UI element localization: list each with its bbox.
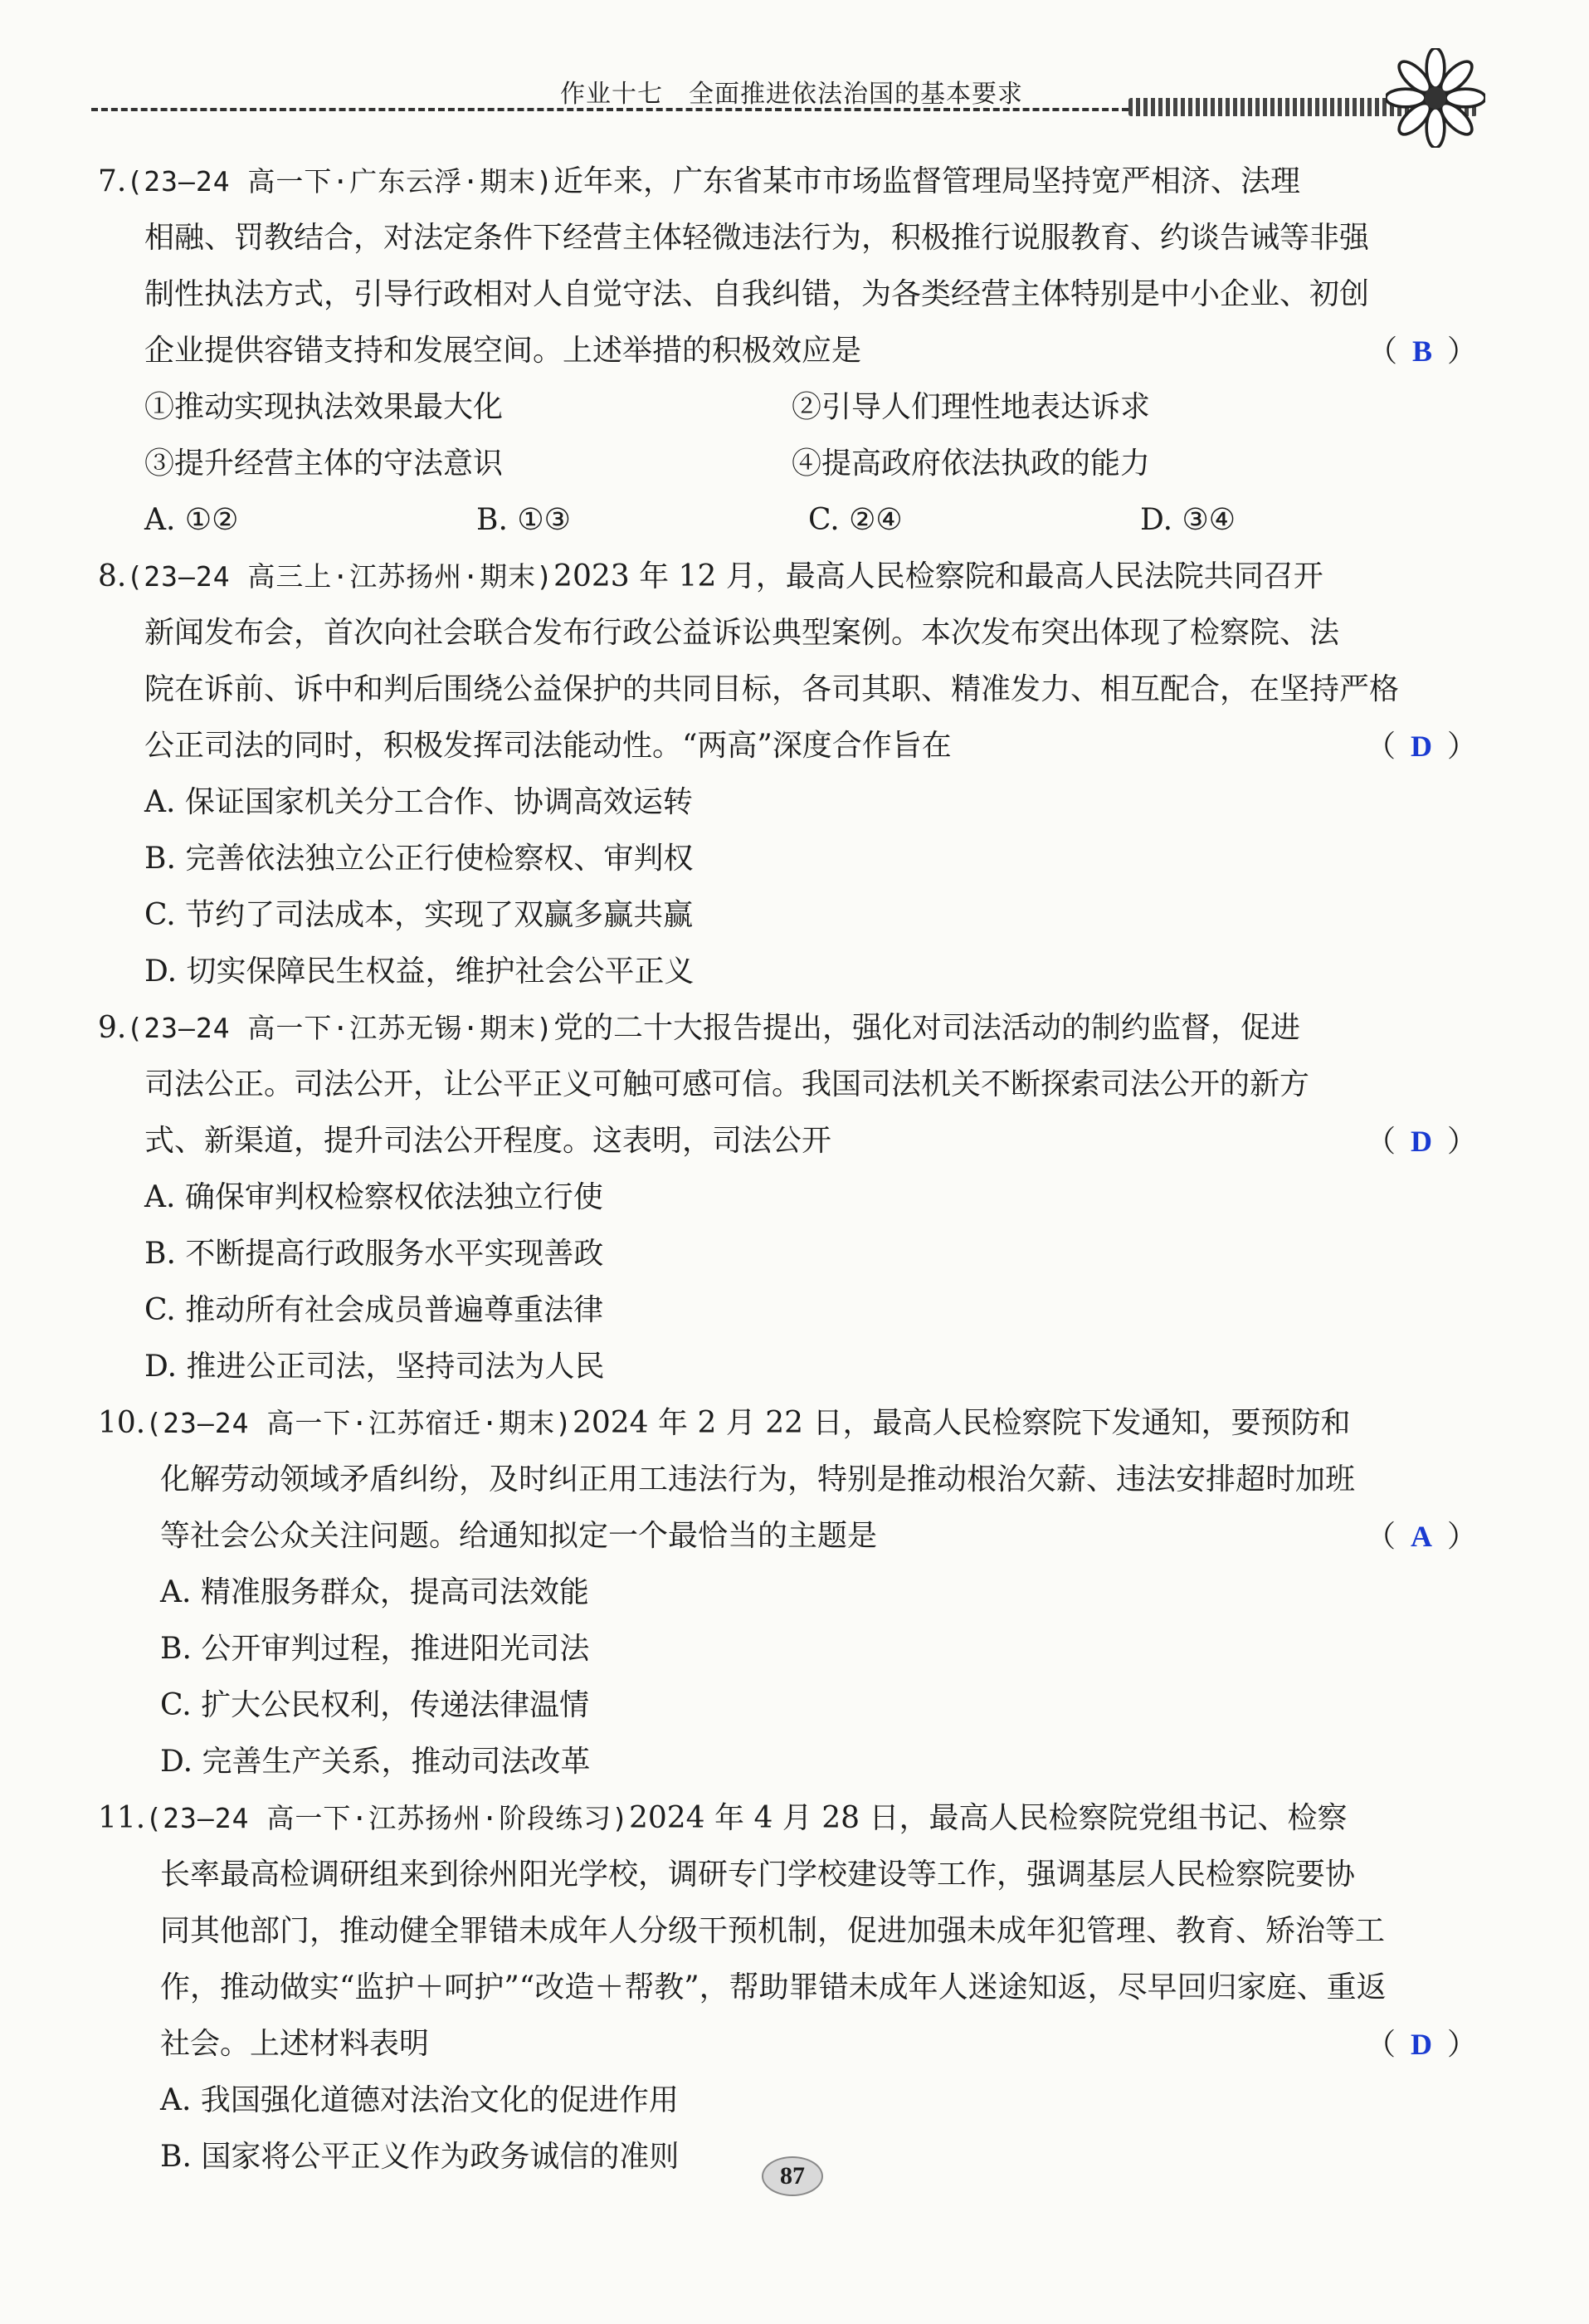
option-c: C. 推动所有社会成员普遍尊重法律 bbox=[144, 1293, 604, 1327]
option-d: D. 完善生产关系，推动司法改革 bbox=[160, 1745, 591, 1779]
answer-bracket: （ D ） bbox=[1365, 2028, 1477, 2062]
option-b: B. ①③ bbox=[476, 503, 571, 537]
question-number: 9. bbox=[98, 1011, 127, 1045]
question-number: 7. bbox=[98, 164, 127, 198]
statement-row bbox=[98, 379, 1477, 436]
answer-bracket: （ B ） bbox=[1367, 334, 1477, 369]
option-b: B. 不断提高行政服务水平实现善政 bbox=[144, 1237, 604, 1271]
question-stem-line bbox=[98, 1000, 1477, 1057]
question-text: 等社会公众关注问题。给通知拟定一个最恰当的主题是 bbox=[160, 1519, 878, 1553]
question-stem-line: 制性执法方式，引导行政相对人自觉守法、自我纠错，为各类经营主体特别是中小企业、初创 bbox=[144, 277, 1370, 311]
question-stem-line: 化解劳动领域矛盾纠纷，及时纠正用工违法行为，特别是推动根治欠薪、违法安排超时加班 bbox=[160, 1462, 1356, 1496]
question-number: 10. bbox=[98, 1406, 146, 1440]
statement-row bbox=[98, 436, 1477, 492]
question-text: 社会。上述材料表明 bbox=[160, 2027, 430, 2061]
question-text: 2024 年 4 月 28 日，最高人民检察院党组书记、检察 bbox=[628, 1801, 1348, 1835]
question-stem-line bbox=[98, 1395, 1477, 1452]
question-stem-line: 相融、罚教结合，对法定条件下经营主体轻微违法行为，积极推行说服教育、约谈告诫等非强 bbox=[144, 221, 1370, 255]
option-c: C. ②④ bbox=[808, 503, 903, 537]
question-stem-line bbox=[98, 154, 1477, 210]
question-stem-line: 长率最高检调研组来到徐州阳光学校，调研专门学校建设等工作，强调基层人民检察院要协 bbox=[160, 1858, 1356, 1892]
question-11 bbox=[98, 1790, 1477, 2185]
question-source: (23—24 高一下·江苏无锡·期末) bbox=[126, 1012, 554, 1044]
question-source: (23—24 高一下·江苏扬州·阶段练习) bbox=[145, 1802, 629, 1834]
question-stem-line: 新闻发布会，首次向社会联合发布行政公益诉讼典型案例。本次发布突出体现了检察院、法 bbox=[144, 616, 1340, 650]
question-9 bbox=[98, 1000, 1477, 1395]
option-b: B. 国家将公平正义作为政务诚信的准则 bbox=[160, 2140, 680, 2174]
question-7 bbox=[98, 154, 1477, 549]
question-source: (23—24 高一下·江苏宿迁·期末) bbox=[145, 1407, 573, 1439]
answer-letter: D bbox=[1410, 1125, 1432, 1158]
question-stem-line: 作，推动做实“监护＋呵护”“改造＋帮教”，帮助罪错未成年人迷途知返，尽早回归家庭、重返 bbox=[160, 1970, 1387, 2004]
option-b: B. 完善依法独立公正行使检察权、审判权 bbox=[144, 842, 694, 876]
option-a: A. 确保审判权检察权依法独立行使 bbox=[144, 1180, 603, 1214]
answer-bracket: （ D ） bbox=[1365, 730, 1477, 764]
question-number: 8. bbox=[98, 559, 127, 593]
question-source: (23—24 高三上·江苏扬州·期末) bbox=[126, 560, 554, 593]
statement-2: ②引导人们理性地表达诉求 bbox=[792, 390, 1151, 424]
question-text: 2024 年 2 月 22 日，最高人民检察院下发通知，要预防和 bbox=[572, 1406, 1351, 1440]
question-10 bbox=[98, 1395, 1477, 1790]
question-stem-line bbox=[98, 1508, 1477, 1565]
question-text: 2023 年 12 月，最高人民检察院和最高人民法院共同召开 bbox=[553, 559, 1323, 593]
option-c: C. 扩大公民权利，传递法律温情 bbox=[160, 1688, 590, 1722]
statement-3: ③提升经营主体的守法意识 bbox=[144, 447, 504, 481]
option-d: D. ③④ bbox=[1140, 503, 1236, 537]
question-text: 企业提供容错支持和发展空间。上述举措的积极效应是 bbox=[144, 334, 862, 368]
question-list bbox=[98, 154, 1477, 2185]
question-stem-line bbox=[98, 549, 1477, 605]
answer-letter: A bbox=[1410, 1520, 1432, 1553]
question-text: 式、新渠道，提升司法公开程度。这表明，司法公开 bbox=[144, 1124, 832, 1158]
page-number: 87 bbox=[762, 2156, 823, 2196]
option-a: A. 保证国家机关分工合作、协调高效运转 bbox=[144, 785, 693, 819]
answer-bracket: （ A ） bbox=[1365, 1520, 1477, 1554]
option-c: C. 节约了司法成本，实现了双赢多赢共赢 bbox=[144, 898, 694, 932]
header-title: 作业十七 全面推进依法治国的基本要求 bbox=[560, 80, 1023, 109]
option-a: A. ①② bbox=[144, 503, 239, 537]
answer-letter: B bbox=[1411, 334, 1432, 368]
answer-bracket: （ D ） bbox=[1365, 1125, 1477, 1159]
answer-letter: D bbox=[1410, 730, 1432, 763]
question-8 bbox=[98, 549, 1477, 1000]
option-b: B. 公开审判过程，推进阳光司法 bbox=[160, 1632, 590, 1666]
statement-4: ④提高政府依法执政的能力 bbox=[792, 447, 1151, 481]
flower-icon bbox=[1386, 48, 1485, 148]
option-d: D. 推进公正司法，坚持司法为人民 bbox=[144, 1350, 605, 1384]
question-stem-line: 院在诉前、诉中和判后围绕公益保护的共同目标，各司其职、精准发力、相互配合，在坚持严格 bbox=[144, 672, 1400, 706]
header-dashed-line bbox=[91, 108, 1128, 111]
question-stem-line bbox=[98, 2016, 1477, 2073]
answer-letter: D bbox=[1410, 2028, 1432, 2061]
question-text: 近年来，广东省某市市场监督管理局坚持宽严相济、法理 bbox=[553, 164, 1301, 198]
statement-1: ①推动实现执法效果最大化 bbox=[144, 390, 504, 424]
question-stem-line: 同其他部门，推动健全罪错未成年人分级干预机制，促进加强未成年犯管理、教育、矫治等工 bbox=[160, 1914, 1386, 1948]
question-stem-line bbox=[98, 323, 1477, 379]
option-a: A. 我国强化道德对法治文化的促进作用 bbox=[160, 2083, 679, 2117]
question-stem-line bbox=[98, 718, 1477, 774]
question-text: 党的二十大报告提出，强化对司法活动的制约监督，促进 bbox=[553, 1011, 1301, 1045]
option-a: A. 精准服务群众，提高司法效能 bbox=[160, 1575, 589, 1609]
question-source: (23—24 高一下·广东云浮·期末) bbox=[126, 165, 554, 198]
option-row bbox=[98, 492, 1477, 549]
question-number: 11. bbox=[98, 1801, 146, 1835]
option-d: D. 切实保障民生权益，维护社会公平正义 bbox=[144, 954, 695, 989]
question-text: 公正司法的同时，积极发挥司法能动性。“两高”深度合作旨在 bbox=[144, 729, 952, 763]
page-header bbox=[91, 73, 1485, 123]
question-stem-line: 司法公正。司法公开，让公平正义可触可感可信。我国司法机关不断探索司法公开的新方 bbox=[144, 1067, 1310, 1101]
question-stem-line bbox=[98, 1113, 1477, 1169]
question-stem-line bbox=[98, 1790, 1477, 1847]
